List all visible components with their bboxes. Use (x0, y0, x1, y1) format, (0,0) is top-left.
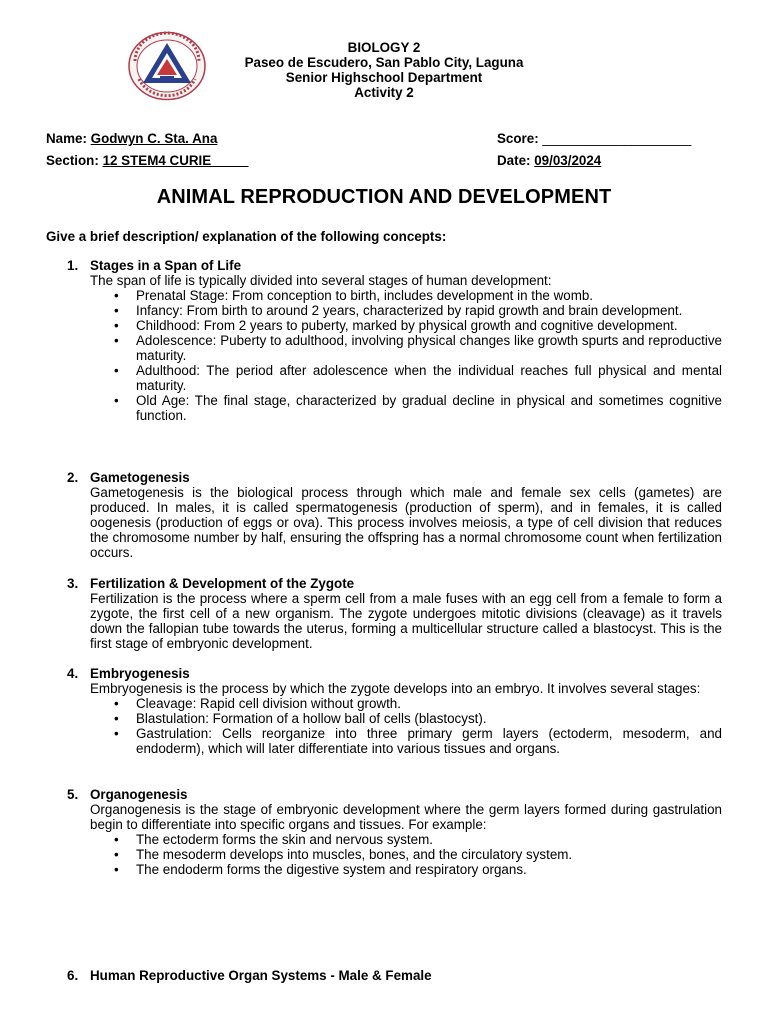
date-label: Date: (497, 153, 531, 168)
section-heading: Human Reproductive Organ Systems - Male & Female (90, 968, 432, 983)
score-label: Score: (497, 131, 539, 146)
section-heading: Stages in a Span of Life (90, 258, 242, 273)
activity-number: Activity 2 (354, 85, 414, 100)
list-item: • Cleavage: Rapid cell division without growth. (136, 696, 722, 711)
section-intro: Embryogenesis is the process by which the zygote develops into an embryo. It involves several stages: (90, 681, 701, 696)
section-body: Fertilization is the process where a sperm cell from a male fuses with an egg cell from a female to form a zygote, the first cell of a new organism. The zygote undergoes mitotic divisions (cleavage) as it travels down the fallopian tube towards the uterus, forming a multicellular structure called a blastocyst. This is the first stage of embryonic development. (90, 591, 722, 651)
name-field (46, 131, 217, 146)
bullet-list (67, 696, 722, 756)
section-number: 2. (67, 470, 79, 485)
section-value: 12 STEM4 CURIE_____ (102, 153, 249, 168)
list-item: • Old Age: The final stage, characterized by gradual decline in physical and sometimes cognitive function. (136, 393, 722, 423)
list-item: • Childhood: From 2 years to puberty, marked by physical growth and cognitive development. (136, 318, 722, 333)
list-item: • Adolescence: Puberty to adulthood, involving physical changes like growth spurts and reproductive maturity. (136, 333, 722, 363)
section-heading: Embryogenesis (90, 666, 190, 681)
section-embryogenesis (67, 666, 722, 756)
section-fertilization (67, 576, 722, 651)
section-intro: Organogenesis is the stage of embryonic development where the germ layers formed during gastrulation begin to differentiate into specific organs and tissues. For example: (90, 802, 722, 832)
section-intro: The span of life is typically divided into several stages of human development: (90, 273, 552, 288)
name-value: Godwyn C. Sta. Ana (90, 131, 218, 146)
list-item: • Gastrulation: Cells reorganize into three primary germ layers (ectoderm, mesoderm, and endoderm), which will later differentiate into various tissues and organs. (136, 726, 722, 756)
section-number: 4. (67, 666, 79, 681)
section-heading: Fertilization & Development of the Zygote (90, 576, 355, 591)
section-heading: Organogenesis (90, 787, 188, 802)
section-label: Section: (46, 153, 99, 168)
list-item: • The mesoderm develops into muscles, bones, and the circulatory system. (136, 847, 722, 862)
section-number: 3. (67, 576, 79, 591)
section-field (46, 153, 248, 168)
list-item: • Blastulation: Formation of a hollow ball of cells (blastocyst). (136, 711, 722, 726)
course-title: BIOLOGY 2 (347, 40, 421, 55)
list-item: • The endoderm forms the digestive system and respiratory organs. (136, 862, 722, 877)
school-address: Paseo de Escudero, San Pablo City, Laguna (244, 55, 524, 70)
section-number: 6. (67, 968, 79, 983)
section-body: Gametogenesis is the biological process through which male and female sex cells (gametes) are produced. In males, it is called spermatogenesis (production of sperm), and in females, it is called oogenesis (production of eggs or ova). This process involves meiosis, a type of cell division that reduces the chromosome number by half, ensuring the offspring has a normal chromosome count when fertilization occurs. (90, 485, 722, 560)
department-name: Senior Highschool Department (285, 70, 483, 85)
section-stages-span-of-life (67, 258, 722, 423)
score-value: ____________________ (542, 131, 692, 146)
date-field (497, 153, 601, 168)
section-heading: Gametogenesis (90, 470, 190, 485)
section-reproductive-systems (67, 968, 722, 983)
section-organogenesis (67, 787, 722, 877)
section-gametogenesis (67, 470, 722, 560)
list-item: • Adulthood: The period after adolescence when the individual reaches full physical and mental maturity. (136, 363, 722, 393)
page-title: ANIMAL REPRODUCTION AND DEVELOPMENT (156, 186, 612, 208)
date-value: 09/03/2024 (534, 153, 602, 168)
name-label: Name: (46, 131, 87, 146)
instruction-text: Give a brief description/ explanation of the following concepts: (46, 229, 447, 244)
section-number: 5. (67, 787, 79, 802)
bullet-list (67, 832, 722, 877)
list-item: • Infancy: From birth to around 2 years, characterized by rapid growth and brain development. (136, 303, 722, 318)
list-item: • The ectoderm forms the skin and nervous system. (136, 832, 722, 847)
bullet-list (67, 288, 722, 423)
score-field (497, 131, 691, 146)
list-item: • Prenatal Stage: From conception to birth, includes development in the womb. (136, 288, 722, 303)
section-number: 1. (67, 258, 79, 273)
